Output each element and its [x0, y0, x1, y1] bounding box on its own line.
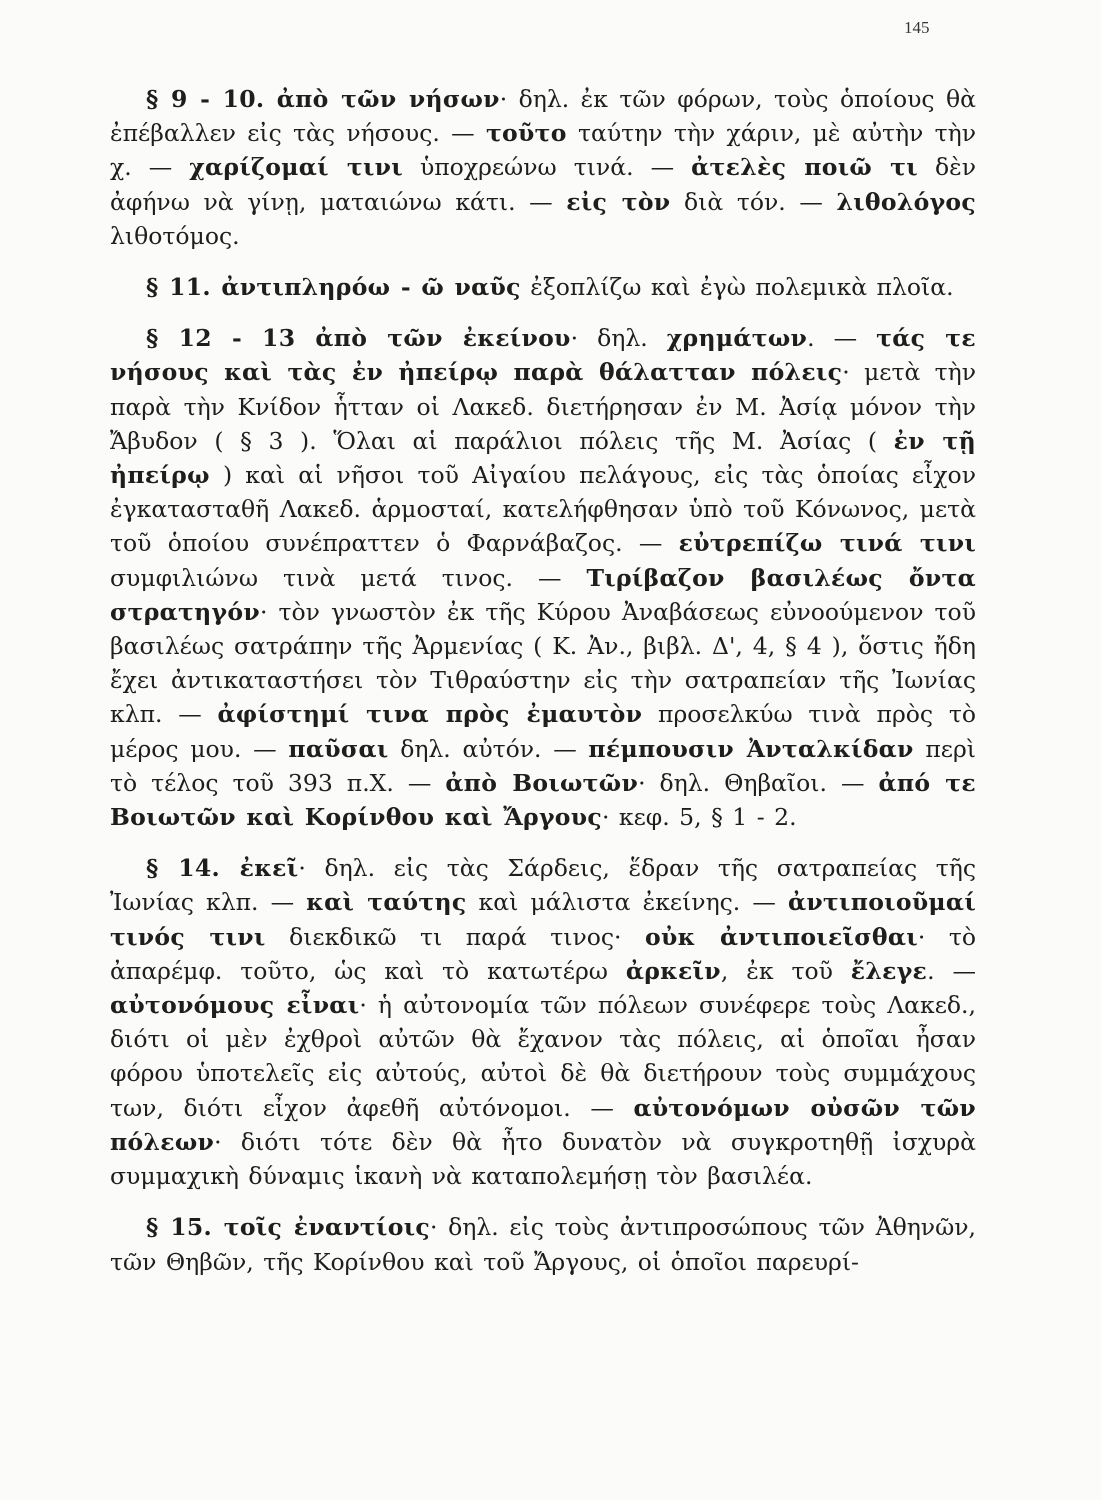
lemma-bold: ἀπὸ τῶν νήσων [276, 85, 500, 113]
commentary-run: · δηλ. εἰς τοὺς ἀντιπροσώπους τῶν Ἀθηνῶν, τῶν Θηβῶν, τῆς Κορίνθου καὶ τοῦ Ἄργους, οἱ ὁποῖοι παρευρί- [110, 1213, 977, 1276]
lemma-bold: τάς τε νήσους καὶ τὰς ἐν ἠπείρῳ παρὰ θάλατταν πόλεις [110, 324, 976, 387]
commentary-run: συμφιλιώνω τινὰ μετά τινος. — [110, 563, 587, 592]
commentary-run: . — [927, 956, 976, 985]
commentary-run: διὰ τόν. — [670, 187, 837, 216]
lemma-bold: αὐτονόμους εἶναι [110, 991, 360, 1020]
lemma-bold: ἀρκεῖν [625, 956, 721, 985]
page-number: 145 [904, 18, 930, 37]
paragraph-section-9-10 [110, 82, 976, 253]
lemma-bold: § 15. [146, 1213, 224, 1242]
commentary-run: · δηλ. Θηβαῖοι. — [638, 768, 879, 797]
commentary-run: λιθοτόμος. [110, 221, 240, 250]
commentary-run: · τὸν γνωστὸν ἐκ τῆς Κύρου Ἀναβάσεως εὐνοούμενον τοῦ βασιλέως σατράπην τῆς Ἀρμενίας ( Κ. Ἀν., βιβλ. Δ', 4, § 4 ), ὅστις ἤδη ἔχει ἀντικαταστήσει τὸν Τιθραύστην εἰς τὴν σατραπείαν τῆς Ἰωνίας κλπ. — [110, 597, 976, 729]
commentary-run: προσελκύω τινὰ πρὸς τὸ μέρος μου. — [110, 700, 976, 763]
lemma-bold: ἀντιποιοῦμαί τινός τινι [110, 888, 976, 951]
lemma-bold: παῦσαι [288, 734, 389, 763]
paragraph-section-14 [110, 851, 976, 1193]
paragraph-section-12-13 [110, 321, 976, 834]
lemma-bold: § 14. [146, 854, 240, 883]
lemma-bold: εἰς τὸν [566, 187, 671, 216]
lemma-bold: τοῦτο [485, 119, 567, 148]
commentary-run: · ἡ αὐτονομία τῶν πόλεων συνέφερε τοὺς Λακεδ., διότι οἱ μὲν ἐχθροὶ αὐτῶν θὰ ἔχανον τὰς πόλεις, αἱ ὁποῖαι ἦσαν φόρου ὑποτελεῖς εἰς αὐτούς, αὐτοὶ δὲ θὰ διετήρουν τοὺς συμμάχους των, διότι εἶχον ἀφεθῆ αὐτόνομοι. — [110, 991, 976, 1122]
commentary-run: , ἐκ τοῦ [720, 956, 851, 985]
commentary-run: δὲν ἀφήνω νὰ γίνῃ, ματαιώνω κάτι. — [110, 153, 976, 216]
commentary-run: ἐξοπλίζω καὶ ἐγὼ πολεμικὰ πλοῖα. [520, 273, 954, 302]
commentary-run: · κεφ. 5, § 1 - 2. [601, 803, 797, 832]
paragraph-section-15 [110, 1210, 976, 1278]
lemma-bold: λιθολόγος [836, 187, 976, 216]
lemma-bold: ἀφίστημί τινα πρὸς ἐμαυτὸν [217, 700, 643, 729]
lemma-bold: ἀπὸ τῶν ἐκείνου [315, 324, 571, 353]
lemma-bold: οὐκ ἀντιποιεῖσθαι [645, 922, 918, 951]
lemma-bold: ἀντιπληρόω - ῶ ναῦς [221, 273, 521, 302]
lemma-bold: Τιρίβαζον βασιλέως ὄντα στρατηγόν [110, 563, 976, 626]
lemma-bold: καὶ ταύτης [306, 888, 467, 917]
commentary-text [110, 82, 976, 1279]
lemma-bold: ἀπὸ Βοιωτῶν [445, 768, 639, 797]
lemma-bold: ἀπό τε Βοιωτῶν καὶ Κορίνθου καὶ Ἄργους [110, 768, 976, 832]
commentary-run: · τὸ ἀπαρέμφ. τοῦτο, ὡς καὶ τὸ κατωτέρω [110, 922, 977, 985]
lemma-bold: πέμπουσιν Ἀνταλκίδαν [588, 734, 914, 763]
commentary-run: · διότι τότε δὲν θὰ ἦτο δυνατὸν νὰ συγκροτηθῇ ἰσχυρὰ συμμαχικὴ δύναμις ἱκανὴ νὰ καταπολεμήσῃ τὸν βασιλέα. [110, 1127, 976, 1191]
commentary-run: περὶ τὸ τέλος τοῦ 393 π.Χ. — [110, 734, 976, 797]
commentary-run: . — [807, 324, 877, 353]
lemma-bold: ἐκεῖ [239, 854, 299, 883]
paragraph-section-11 [110, 270, 976, 304]
lemma-bold: ἔλεγε [850, 956, 928, 985]
lemma-bold: εὐτρεπίζω τινά τινι [678, 529, 976, 558]
commentary-run: · μετὰ τὴν παρὰ τὴν Κνίδον ἧτταν οἱ Λακεδ. διετήρησαν ἐν Μ. Ἀσίᾳ μόνον τὴν Ἄβυδον ( § 3 ). Ὅλαι αἱ παράλιοι πόλεις τῆς Μ. Ἀσίας ( [110, 358, 976, 455]
lemma-bold: ἐν τῇ ἠπείρῳ [110, 426, 976, 490]
commentary-run: · δηλ. ἐκ τῶν φόρων, τοὺς ὁποίους θὰ ἐπέβαλλεν εἰς τὰς νήσους. — [110, 85, 976, 148]
commentary-run: ταύτην τὴν χάριν, μὲ αὐτὴν τὴν χ. — [110, 119, 977, 182]
lemma-bold: αὐτονόμων οὐσῶν τῶν πόλεων [110, 1093, 976, 1156]
commentary-run: δηλ. αὐτόν. — [388, 734, 589, 763]
lemma-bold: § 12 - 13 [146, 324, 316, 353]
commentary-run: ὑποχρεώνω τινά. — [402, 153, 692, 182]
commentary-run: · δηλ. εἰς τὰς Σάρδεις, ἕδραν τῆς σατραπείας τῆς Ἰωνίας κλπ. — [110, 854, 976, 917]
commentary-run: ) καὶ αἱ νῆσοι τοῦ Αἰγαίου πελάγους, εἰς τὰς ὁποίας εἶχον ἐγκατασταθῆ Λακεδ. ἁρμοσταί, κατελήφθησαν ὑπὸ τοῦ Κόνωνος, μετὰ τοῦ ὁποίου συνέπραττεν ὁ Φαρνάβαζος. — [110, 461, 976, 558]
lemma-bold: § 11. [146, 273, 222, 302]
commentary-run: καὶ μάλιστα ἐκείνης. — [466, 888, 788, 917]
lemma-bold: ἀτελὲς ποιῶ τι [691, 153, 918, 182]
commentary-run: διεκδικῶ τι παρά τινος· [265, 922, 646, 951]
commentary-run: · δηλ. [570, 324, 667, 353]
lemma-bold: τοῖς ἐναντίοις [223, 1213, 430, 1242]
lemma-bold: χαρίζομαί τινι [189, 153, 403, 182]
lemma-bold: § 9 - 10. [146, 85, 277, 113]
lemma-bold: χρημάτων [666, 324, 808, 353]
